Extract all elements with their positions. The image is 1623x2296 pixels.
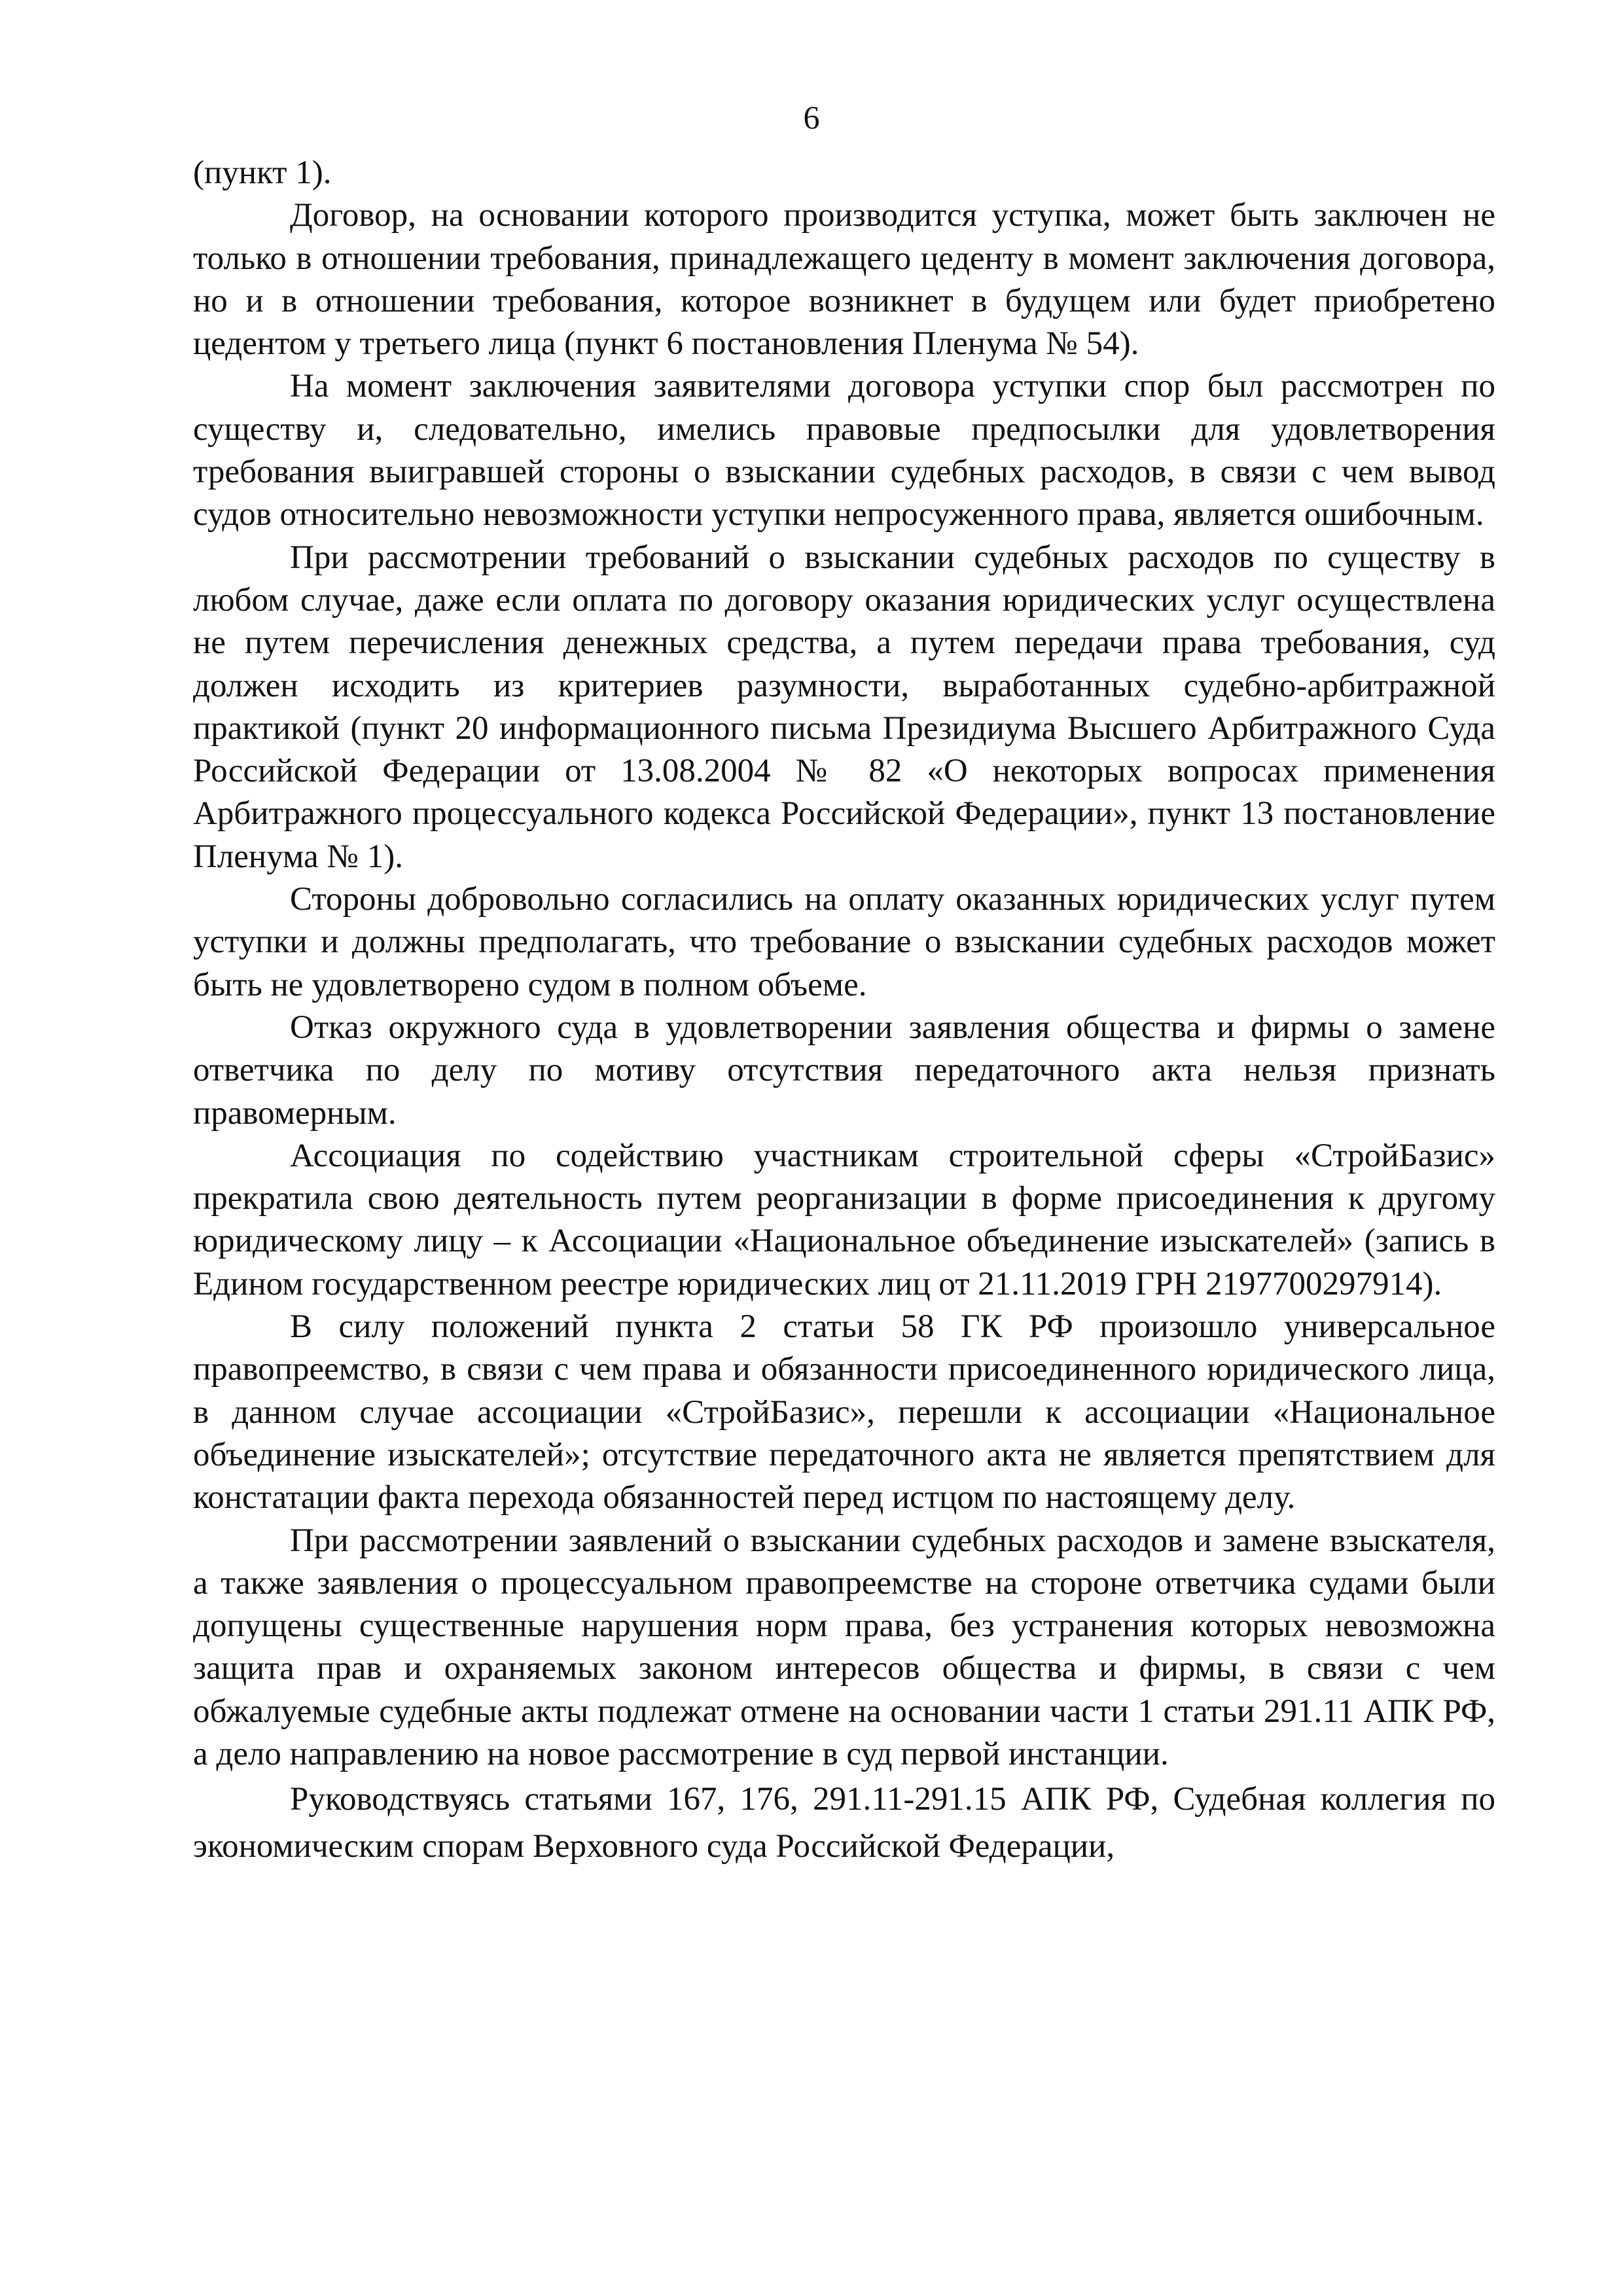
- paragraph-violations-conclusion: При рассмотрении заявлений о взыскании судебных расходов и замене взыскателя, а также заявления о процессуальном правопреемстве на стороне ответчика судами были допущены существенные нарушения норм права, без устранения которых невозможна защита прав и охраняемых законом интересов общества и фирмы, в связи с чем обжалуемые судебные акты подлежат отмене на основании части 1 статьи 291.11 АПК РФ, а дело направлению на новое рассмотрение в суд первой инстанции.: [193, 1522, 1495, 1772]
- paragraph-association-reorganization: Ассоциация по содействию участникам строительной сферы «СтройБазис» прекратила свою деятельность путем реорганизации в форме присоединения к другому юридическому лицу – к Ассоциации «Национальное объединение изыскателей» (запись в Едином государственном реестре юридических лиц от 21.11.2019 ГРН 2197700297914).: [193, 1137, 1495, 1302]
- paragraph-continuation: (пункт 1).: [193, 154, 332, 191]
- paragraph-parties-agreement: Стороны добровольно согласились на оплату оказанных юридических услуг путем уступки и должны предполагать, что требование о взыскании судебных расходов может быть не удовлетворено судом в полном объеме.: [193, 881, 1495, 1003]
- paragraph-reasonableness-criteria: При рассмотрении требований о взыскании судебных расходов по существу в любом случае, даже если оплата по договору оказания юридических услуг осуществлена не путем перечисления денежных средства, а путем передачи права требования, суд должен исходить из критериев разумности, выработанных судебно-арбитражной практикой (пункт 20 информационного письма Президиума Высшего Арбитражного Суда Российской Федерации от 13.08.2004 № 82 «О некоторых вопросах применения Арбитражного процессуального кодекса Российской Федерации», пункт 13 постановление Пленума № 1).: [193, 539, 1495, 875]
- paragraph-assignment-contract: Договор, на основании которого производится уступка, может быть заключен не только в отношении требования, принадлежащего цеденту в момент заключения договора, но и в отношении требования, которое возникнет в будущем или будет приобретено цедентом у третьего лица (пункт 6 постановления Пленума № 54).: [193, 197, 1495, 363]
- document-body: [193, 152, 1495, 1870]
- page-number: 6: [803, 99, 820, 135]
- paragraph-district-court-refusal: Отказ окружного суда в удовлетворении заявления общества и фирмы о замене ответчика по делу по мотиву отсутствия передаточного акта нельзя признать правомерным.: [193, 1009, 1495, 1132]
- paragraph-dispute-considered: На момент заключения заявителями договора уступки спор был рассмотрен по существу и, следовательно, имелись правовые предпосылки для удовлетворения требования выигравшей стороны о взыскании судебных расходов, в связи с чем вывод судов относительно невозможности уступки непросуженного права, является ошибочным.: [193, 368, 1495, 533]
- paragraph-guided-by: Руководствуясь статьями 167, 176, 291.11-291.15 АПК РФ, Судебная коллегия по экономическим спорам Верховного суда Российской Федерации,: [193, 1781, 1495, 1865]
- paragraph-universal-succession: В силу положений пункта 2 статьи 58 ГК РФ произошло универсальное правопреемство, в связи с чем права и обязанности присоединенного юридического лица, в данном случае ассоциации «СтройБазис», перешли к ассоциации «Национальное объединение изыскателей»; отсутствие передаточного акта не является препятствием для констатации факта перехода обязанностей перед истцом по настоящему делу.: [193, 1308, 1495, 1516]
